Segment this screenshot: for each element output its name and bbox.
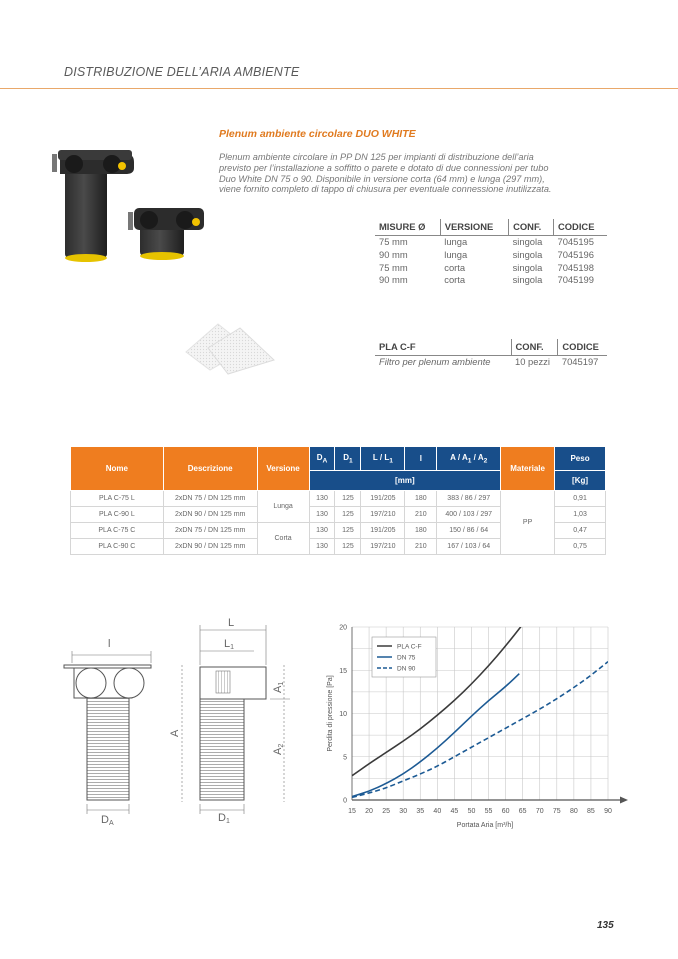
cell-d1: 125 bbox=[335, 491, 361, 507]
cell-d1: 125 bbox=[335, 507, 361, 523]
cell-nome: PLA C-90 L bbox=[71, 507, 164, 523]
cell-conf: singola bbox=[512, 261, 543, 273]
dim-d1-subscript: 1 bbox=[225, 818, 230, 825]
technical-table bbox=[70, 446, 606, 555]
dim-A1 bbox=[272, 682, 285, 693]
col-descrizione: Descrizione bbox=[163, 447, 257, 491]
table-row bbox=[375, 249, 607, 262]
dim-d1-label: D bbox=[218, 812, 226, 824]
cell-aaa: 383 / 86 / 297 bbox=[437, 491, 501, 507]
dim-A2-subscript: 2 bbox=[278, 743, 285, 748]
cell-conf: singola bbox=[512, 236, 543, 247]
description-line: viene fornito completo di tappo di chiusura per eventuale connessione inutilizzata. bbox=[219, 184, 552, 195]
table-row bbox=[375, 356, 607, 369]
page-number: 135 bbox=[597, 920, 614, 931]
x-axis-arrow bbox=[620, 797, 628, 804]
x-tick-label: 20 bbox=[365, 808, 373, 815]
cell-materiale: PP bbox=[501, 491, 555, 555]
cell-peso: 1,03 bbox=[555, 507, 606, 523]
col-versione: VERSIONE bbox=[440, 219, 508, 236]
d1-subscript: 1 bbox=[349, 457, 353, 465]
cell-conf: singola bbox=[512, 274, 543, 286]
dim-A1-subscript: 1 bbox=[278, 681, 285, 686]
legend-entry: DN 75 bbox=[397, 654, 416, 662]
x-tick-label: 75 bbox=[552, 808, 561, 815]
cell-ll: 197/210 bbox=[361, 507, 405, 523]
cell-versione: lunga bbox=[444, 248, 468, 260]
dim-da bbox=[101, 814, 114, 827]
y-axis-label: Perdita di pressione [Pa] bbox=[327, 675, 334, 752]
cell-da: 130 bbox=[309, 491, 335, 507]
cell-codice: 7045196 bbox=[557, 248, 594, 260]
technical-drawing bbox=[58, 615, 308, 830]
col-d1 bbox=[335, 447, 361, 471]
col-da bbox=[309, 447, 335, 471]
col-conf: CONF. bbox=[509, 219, 554, 236]
col-misure: MISURE Ø bbox=[375, 219, 440, 236]
aaa-subscript-1: 1 bbox=[467, 457, 472, 465]
ll-label: L / L bbox=[372, 452, 390, 462]
y-tick-label: 15 bbox=[339, 667, 347, 675]
cell-descrizione: 2xDN 90 / DN 125 mm bbox=[163, 539, 257, 555]
dim-L: L bbox=[228, 617, 235, 629]
description-line: Plenum ambiente circolare in PP DN 125 per impianti di distribuzione dell’aria bbox=[219, 152, 534, 162]
cell-misure: 90 mm bbox=[379, 248, 408, 260]
section-title: DISTRIBUZIONE DELL’ARIA AMBIENTE bbox=[64, 65, 300, 79]
cell-descrizione: 2xDN 75 / DN 125 mm bbox=[163, 523, 257, 539]
col-a-a1-a2 bbox=[437, 447, 501, 471]
description-line: previsto per l’installazione a soffitto o parete e dotato di due connessioni per tubo bbox=[219, 162, 549, 173]
cell-nome: PLA C-75 L bbox=[71, 491, 164, 507]
plenum-product-image bbox=[52, 140, 210, 270]
cell-da: 130 bbox=[309, 523, 335, 539]
col-peso: Peso bbox=[555, 447, 606, 471]
y-tick-label: 0 bbox=[343, 797, 347, 805]
cell-d1: 125 bbox=[335, 523, 361, 539]
cell-peso: 0,75 bbox=[555, 539, 606, 555]
cell-ll: 191/205 bbox=[361, 491, 405, 507]
x-tick-label: 60 bbox=[501, 808, 510, 815]
dim-L1-subscript: 1 bbox=[230, 644, 235, 651]
col-conf: CONF. bbox=[511, 339, 558, 356]
dim-l-small: l bbox=[108, 638, 111, 650]
dim-A2 bbox=[272, 744, 285, 755]
cell-da: 130 bbox=[309, 507, 335, 523]
filter-product-image bbox=[178, 318, 278, 376]
x-tick-label: 85 bbox=[587, 808, 595, 815]
cell-aaa: 400 / 103 / 297 bbox=[437, 507, 501, 523]
cell-conf: 10 pezzi bbox=[515, 356, 550, 367]
cell-da: 130 bbox=[309, 539, 335, 555]
table-row bbox=[71, 491, 606, 507]
series-line-dn-90 bbox=[352, 662, 608, 798]
pressure-loss-chart bbox=[320, 615, 635, 835]
col-pla-cf: PLA C-F bbox=[375, 339, 511, 356]
y-tick-label: 20 bbox=[339, 624, 347, 632]
dim-L1-label: L bbox=[224, 638, 231, 650]
cell-conf: singola bbox=[512, 248, 543, 260]
x-tick-label: 15 bbox=[348, 808, 356, 815]
aaa-label: A / A bbox=[450, 452, 468, 462]
y-tick-label: 5 bbox=[343, 754, 347, 762]
x-tick-label: 45 bbox=[450, 808, 459, 815]
col-materiale: Materiale bbox=[501, 447, 555, 491]
dim-d1 bbox=[218, 812, 230, 825]
cell-l: 180 bbox=[405, 491, 437, 507]
dim-A2-label: A bbox=[272, 747, 284, 755]
x-tick-label: 40 bbox=[433, 808, 442, 815]
cell-l: 180 bbox=[405, 523, 437, 539]
legend-entry: PLA C-F bbox=[397, 643, 422, 651]
cell-d1: 125 bbox=[335, 539, 361, 555]
table-row bbox=[375, 236, 607, 249]
x-tick-label: 90 bbox=[604, 808, 612, 815]
cell-versione: Lunga bbox=[257, 491, 309, 523]
cell-peso: 0,47 bbox=[555, 523, 606, 539]
cell-codice: 7045197 bbox=[561, 356, 599, 367]
col-versione: Versione bbox=[257, 447, 309, 491]
cell-codice: 7045198 bbox=[557, 261, 594, 273]
x-tick-label: 80 bbox=[569, 808, 578, 815]
da-label: D bbox=[316, 452, 323, 462]
cell-l: 210 bbox=[405, 539, 437, 555]
cell-descrizione: 2xDN 90 / DN 125 mm bbox=[163, 507, 257, 523]
dim-L1 bbox=[224, 638, 234, 651]
cell-codice: 7045199 bbox=[557, 274, 594, 286]
x-tick-label: 55 bbox=[484, 808, 493, 815]
aaa-label-mid: / A bbox=[471, 452, 484, 462]
unit-mm: [mm] bbox=[309, 471, 501, 491]
cell-nome: PLA C-75 C bbox=[71, 523, 164, 539]
header-divider bbox=[0, 88, 678, 89]
cell-versione: lunga bbox=[444, 236, 468, 247]
table-row bbox=[375, 274, 607, 287]
aaa-subscript-2: 2 bbox=[483, 457, 488, 465]
cell-description: Filtro per plenum ambiente bbox=[379, 356, 491, 367]
x-tick-label: 50 bbox=[467, 808, 476, 815]
cell-nome: PLA C-90 C bbox=[71, 539, 164, 555]
cell-versione: corta bbox=[444, 261, 466, 273]
cell-ll: 191/205 bbox=[361, 523, 405, 539]
cell-versione: corta bbox=[444, 274, 466, 286]
x-tick-label: 35 bbox=[416, 808, 425, 815]
product-title: Plenum ambiente circolare DUO WHITE bbox=[219, 128, 416, 140]
cell-l: 210 bbox=[405, 507, 437, 523]
codes-table bbox=[375, 219, 607, 287]
da-subscript: A bbox=[322, 457, 328, 465]
x-axis-label: Portata Aria [m³/h] bbox=[456, 822, 514, 829]
unit-kg: [Kg] bbox=[555, 471, 606, 491]
cell-versione: Corta bbox=[257, 523, 309, 555]
col-nome: Nome bbox=[71, 447, 164, 491]
cell-descrizione: 2xDN 75 / DN 125 mm bbox=[163, 491, 257, 507]
filter-table bbox=[375, 339, 607, 369]
cell-misure: 75 mm bbox=[379, 261, 408, 273]
legend-entry: DN 90 bbox=[397, 665, 416, 673]
cell-aaa: 167 / 103 / 64 bbox=[437, 539, 501, 555]
y-tick-label: 10 bbox=[339, 711, 347, 718]
x-tick-label: 65 bbox=[518, 808, 527, 815]
description-line: Duo White DN 75 o 90. Disponibile in versione corta (64 mm) e lunga (297 mm), bbox=[219, 173, 545, 184]
product-description bbox=[219, 152, 614, 195]
cell-aaa: 150 / 86 / 64 bbox=[437, 523, 501, 539]
col-codice: CODICE bbox=[553, 219, 607, 236]
x-tick-label: 30 bbox=[399, 808, 408, 815]
cell-misure: 90 mm bbox=[379, 274, 408, 286]
col-l-l1 bbox=[361, 447, 405, 471]
d1-label: D bbox=[343, 452, 349, 462]
col-l: l bbox=[405, 447, 437, 471]
dim-da-label: D bbox=[101, 814, 109, 826]
ll-subscript: 1 bbox=[389, 457, 393, 465]
cell-misure: 75 mm bbox=[379, 236, 408, 247]
x-tick-label: 70 bbox=[535, 808, 544, 815]
cell-peso: 0,91 bbox=[555, 491, 606, 507]
cell-ll: 197/210 bbox=[361, 539, 405, 555]
table-row bbox=[375, 262, 607, 275]
col-codice: CODICE bbox=[558, 339, 607, 356]
x-tick-label: 25 bbox=[382, 808, 391, 815]
dim-A1-label: A bbox=[272, 685, 284, 693]
dim-A: A bbox=[169, 729, 181, 737]
dim-da-subscript: A bbox=[108, 820, 114, 827]
cell-codice: 7045195 bbox=[557, 236, 594, 247]
